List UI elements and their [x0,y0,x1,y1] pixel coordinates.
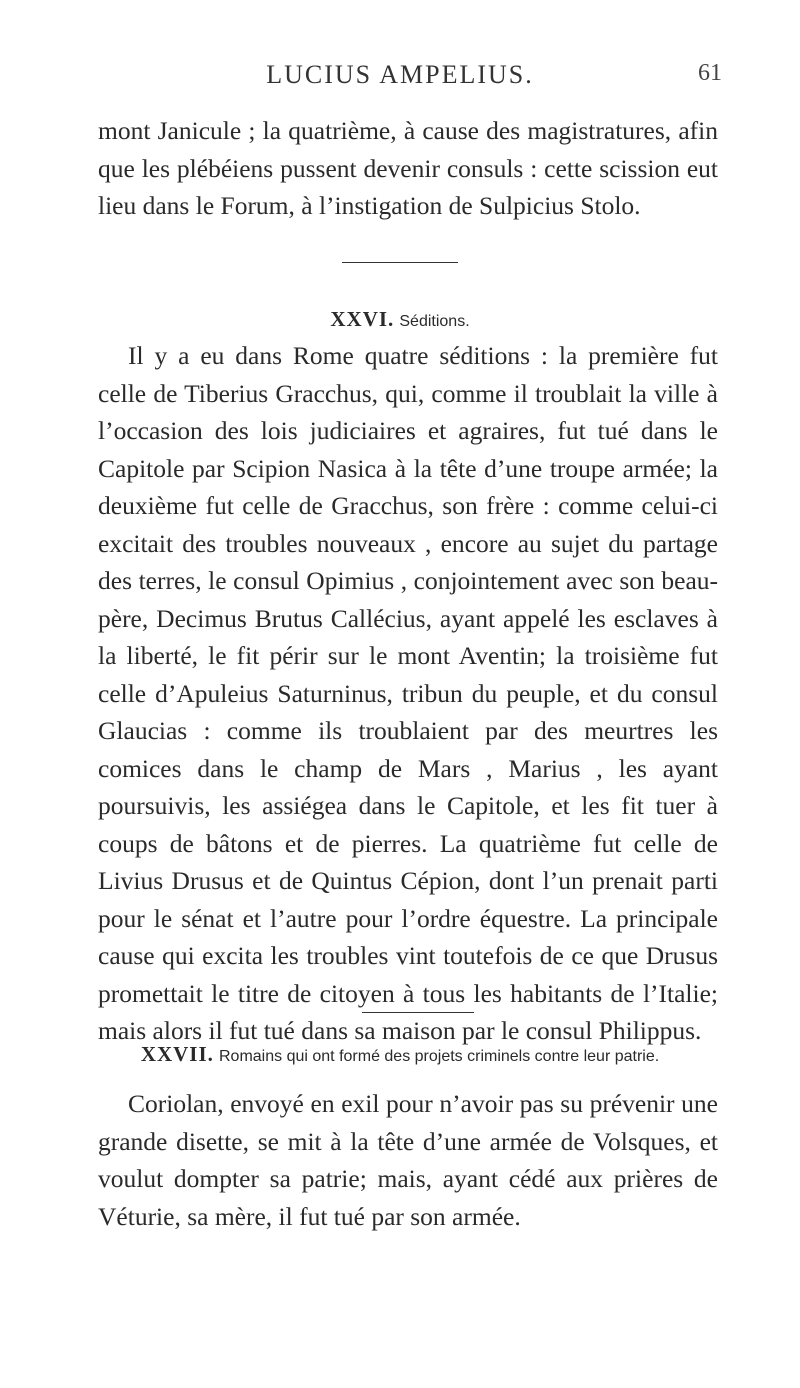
section-divider [362,1012,474,1013]
section-number: XXVI. [330,307,395,331]
running-head [0,60,800,100]
section-divider [342,262,458,263]
section-title: Séditions. [399,313,470,330]
paragraph-continued: mont Janicule ; la quatrième, à cause des magistratures, afin que les plébéiens pussent devenir consuls : cette scission eut lieu dans le Forum, à l’instigation de Sulpicius Stolo. [98,116,718,220]
section-heading-27 [0,1042,800,1067]
section-heading-26 [0,307,800,332]
paragraph-coriolan: Coriolan, envoyé en exil pour n’avoir pas su prévenir une grande disette, se mit à la tête d’une armée de Volsques, et voulut dompter sa patrie; mais, ayant cédé aux prières de Véturie, sa mère, il fut tué par son armée. [98,1089,718,1231]
page-number: 61 [698,60,722,86]
section-number: XXVII. [140,1042,214,1066]
section-title: Romains qui ont formé des projets criminels contre leur patrie. [219,1048,660,1065]
paragraph-seditions: Il y a eu dans Rome quatre séditions : la première fut celle de Tiberius Gracchus, qui, comme il troublait la ville à l’occasion des lois judiciaires et agraires, fut tué dans le Capitole par Scipion Nasica à la tête d’une troupe armée; la deuxième fut celle de Gracchus, son frère : comme celui-ci excitait des troubles nouveaux , encore au sujet du partage des terres, le consul Opimius , conjointement avec son beau-père, Decimus Brutus Callécius, ayant appelé les esclaves à la liberté, le fit périr sur le mont Aventin; la troisième fut celle d’Apuleius Saturninus, tribun du peuple, et du consul Glaucias : comme ils troublaient par des meurtres les comices dans le champ de Mars , Marius , les ayant poursuivis, les assiégea dans le Capitole, et les fit tuer à coups de bâtons et de pierres. La quatrième fut celle de Livius Drusus et de Quintus Cépion, dont l’un prenait parti pour le sénat et l’autre pour l’ordre équestre. La principale cause qui excita les troubles vint toutefois de ce que Drusus promettait le titre de citoyen à tous les habitants de l’Italie; mais alors il fut tué dans sa maison par le consul Philippus. [98,341,718,1045]
running-title: LUCIUS AMPELIUS. [266,60,534,89]
